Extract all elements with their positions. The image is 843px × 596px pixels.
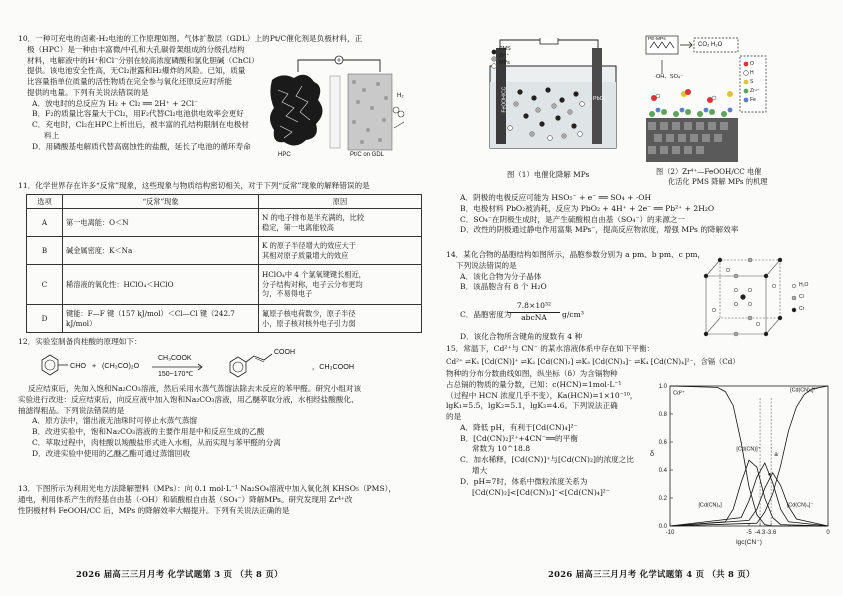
q12-option-d: D．改进实验中使用的乙醚乙酯可通过蒸馏回收: [32, 448, 190, 458]
q14-option-c-prefix: C．晶胞密度为: [460, 310, 512, 319]
q14-line: 14．某化合物的晶胞结构如图所示，晶胞参数分别为 a pm、b pm、c pm，: [446, 250, 705, 259]
table-cell: D: [27, 305, 63, 333]
q12-line: 反应结束后，先加入饱和Na₂CO₃溶液，然后采用水蒸气蒸馏法除去未反应的苯甲醛。研究小组对该: [28, 384, 362, 393]
catalyst-label: CH₃COOK: [158, 355, 192, 362]
q15-option-b: B．[Cd(CN)₂]²⁺+4CN⁻══的平衡: [460, 433, 578, 443]
q10-line: 提供。该电池安全性高，无Cl₂泄露和H₂爆炸的风险。已知，质量: [27, 66, 246, 76]
q14-option-b: B．该晶胞含有 8 个 H₂O: [460, 282, 547, 292]
q12-body: [18, 384, 428, 459]
battery-diagram: [268, 50, 410, 158]
figure-2-caption: [656, 167, 767, 187]
distribution-chart: [646, 380, 834, 548]
series-label: [Cd(CN)]⁺: [736, 446, 761, 453]
series-line: [670, 460, 828, 526]
hpc-label: HPC: [278, 152, 291, 158]
reaction-scheme: [34, 348, 394, 384]
y-tick-label: 1.0: [658, 384, 667, 390]
anhydride-label: (CH₃CO)₂O: [102, 361, 140, 370]
caption-line: 化活化 PMS 降解 MPs 的机理: [668, 177, 768, 187]
battery-figure: [268, 50, 410, 158]
q10-line: 极（HPC）是一种由丰富微/中孔和大孔碳骨架组成的分级孔结构: [27, 44, 245, 54]
h2-label: H₂: [397, 93, 404, 99]
equilibrium-chain: Cd²⁺ ⇌K₁ [Cd(CN)]⁺ ⇌K₂ [Cd(CN)₂] ⇌K₃ [Cd(CN)₃]⁻ ⇌K₄ [Cd(CN)₄]²⁻，含镉（Cd）: [446, 357, 740, 366]
anode-label: PbO₂: [593, 96, 606, 102]
series-line: [670, 463, 828, 526]
table-cell: 稀溶液的氧化性：HClO₄＜HClO: [63, 265, 259, 305]
q10-option-b: B．F₂的质量比容量大于Cl₂，用F₂代替Cl₂电池供电效率会更好: [32, 109, 244, 119]
q13-option-a: A．阴极的电极反应可能为 HSO₅⁻ + e⁻ ══ SO₄ + ·OH: [460, 193, 652, 202]
q13-stem: [18, 484, 428, 516]
y-tick-label: 0.8: [658, 412, 667, 418]
x-axis-label: lgc(CN⁻): [736, 539, 762, 546]
density-numerator: 7.8×10³²: [508, 301, 560, 313]
q15-option-d: D．pH=7时，体系中微粒浓度关系为: [460, 476, 588, 486]
q15-option-d-cont: [Cd(CN)₂]<[Cd(CN)₃]⁻<[Cd(CN)₄]²⁻: [472, 487, 610, 497]
pe-mps-label: PE-MPs: [648, 37, 666, 42]
q10-line: 提供的电量。下列有关说法错误的是: [27, 87, 149, 97]
q15-option-c-cont: 增大: [472, 466, 488, 476]
temperature-label: 150~170℃: [158, 371, 194, 378]
series-label: [Cd(CN)₃]⁻: [786, 502, 814, 509]
q13-line: 通电，利用体系产生的羟基自由基（·OH）和硫酸根自由基（SO₄⁻）降解MPs。研究发现用 Zr⁴⁺改: [18, 494, 353, 504]
q12-option-a: A．原方法中，馏出液无油珠时可停止水蒸气蒸馏: [32, 416, 197, 426]
table-header-row: [27, 195, 422, 209]
cathode-label: FeOOH/CC: [501, 86, 508, 113]
table-cell: 氟原子核电荷数少，原子半径 小，原子核对核外电子引力弱: [259, 305, 422, 333]
legend-fe: Fe: [750, 97, 756, 103]
distribution-chart-svg: [646, 380, 834, 548]
q11-table: [26, 194, 422, 333]
table-row: [27, 209, 422, 237]
q12-line: 抽滤得粗品。下列说法错误的是: [18, 405, 125, 415]
legend-s: S: [750, 79, 754, 85]
q15-line: 的是: [446, 412, 462, 422]
table-row: [27, 237, 422, 265]
q10-option-a: A．放电时的总反应为 H₂ + Cl₂ ══ 2H⁺ + 2Cl⁻: [32, 98, 199, 108]
caption-line: 图（2）Zr⁴⁺—FeOOH/CC 电催: [656, 167, 762, 176]
y-tick-label: 0.4: [658, 468, 667, 474]
q15-line: lgK₁=5.5，lgK₂=5.1，lgK₃=4.6。下列说法正确: [446, 401, 618, 411]
crystal-cell-figure: [696, 250, 814, 342]
q15-line: 占总镉的物质的量分数，已知：c(HCN)=1mol·L⁻¹: [446, 379, 622, 389]
table-cell: N 的电子排布是半充满的，比较 稳定，第一电离能较高: [259, 209, 422, 237]
series-label: [Cd(CN)₂]: [698, 502, 722, 509]
acetic-acid-label: ，CH₃COOH: [312, 362, 355, 371]
table-header: 原因: [259, 195, 422, 209]
q12-option-c: C．萃取过程中，肉桂酸以羧酸盐形式进入水相，从而实现与苯甲醛的分离: [32, 437, 281, 447]
y-tick-label: 0.2: [658, 496, 667, 502]
series-line: [670, 473, 828, 526]
x-tick-label: 0: [826, 530, 830, 536]
y-axis-label: δ: [649, 449, 655, 458]
q14-line: 下列说法错误的是: [456, 260, 517, 270]
q11-stem: 11．化学世界存在许多“反常”现象，这些现象与物质结构密切相关，对于下列“反常”现象的解释错误的是: [18, 181, 370, 190]
q15-option-b-cont: 常数为 10^18.8: [472, 444, 531, 454]
legend-h: H: [750, 70, 754, 76]
table-cell: C: [27, 265, 63, 305]
q15-body: [446, 369, 646, 498]
legend-zr: Zr⁴⁺: [750, 88, 760, 94]
x-tick-label: -10: [665, 530, 675, 536]
q14-option-d: D．该化合物所含键角的度数有 4 种: [460, 332, 583, 341]
q12-line: 实验进行改进：反应结束后，向反应液中加入饱和Na₂CO₃溶液，用乙醚萃取分液，水相经盐酸酸化、: [18, 394, 359, 404]
legend-pms: PMS: [499, 46, 511, 52]
q12-option-b: B．改进实验中，饱和Na₂CO₃溶液的主要作用是中和反应生成的乙酸: [32, 427, 265, 437]
q14: [446, 250, 736, 293]
products-label: CO₂ H₂O: [698, 42, 723, 48]
figure-2: [644, 34, 768, 168]
table-row: [27, 305, 422, 333]
figure-1-caption: 图（1）电催化降解 MPs: [507, 170, 590, 179]
table-header: 选项: [27, 195, 63, 209]
figure-1: [476, 38, 632, 164]
x-tick-label: -4.3: [754, 530, 766, 536]
plus-sign: +: [92, 361, 97, 370]
q10-option-c-cont: 料上: [44, 131, 60, 141]
legend-cl: Cl: [799, 294, 804, 300]
q15-stem: 15．常温下，Cd²⁺与 CN⁻ 的某水溶液体系中存在如下平衡：: [446, 344, 655, 353]
density-denominator: abcNA: [521, 312, 547, 322]
y-tick-label: 0.6: [658, 440, 667, 446]
footer-page-4: 2026 届高三三月月考 化学试题第 4 页 （共 8 页）: [548, 569, 755, 579]
q14-option-a: A．该化合物为分子晶体: [460, 271, 542, 281]
table-cell: A: [27, 209, 63, 237]
q10-line: 材料，电解液中的H⁺和Cl⁻分别在较高浓度磷酸和氯化胆碱（ChCl）: [27, 55, 259, 65]
table-header: “反常”现象: [63, 195, 259, 209]
unit-cell-diagram: [696, 250, 814, 342]
legend-cr: Cr: [799, 306, 805, 312]
q13-option-d: D．改性的阴极通过静电作用富集 MPs⁻，提高反应物浓度，增强 MPs 的降解效率: [460, 225, 739, 235]
table-cell: 第一电离能：O＜N: [63, 209, 259, 237]
ptc-gdl-label: Pt/C on GDL: [350, 152, 385, 158]
x-tick-label: -5: [746, 530, 752, 536]
legend-zr: Zr⁴⁺: [499, 53, 510, 59]
series-label: Cd²⁺: [673, 390, 685, 397]
q10-line: 10．一种可充电的卤素-H₂电池的工作原理如图。气体扩散层（GDL）上的Pt/C催化剂是负极材料，正: [18, 34, 363, 43]
x-tick-label: -3.6: [765, 530, 777, 536]
q15-line: （过程中 HCN 浓度几乎不变），Ka(HCN)=1×10⁻¹⁰，: [446, 390, 638, 400]
q15-option-a: A．降低 pH，有利于[Cd(CN)₄]²⁻: [460, 422, 578, 432]
table-cell: 碱金属密度：K＜Na: [63, 237, 259, 265]
q10-option-d: D．用磷酸基电解质代替高腐蚀性的盐酸，延长了电池的循环寿命: [32, 141, 251, 151]
point-a-marker: [768, 473, 770, 475]
density-fraction: [508, 301, 560, 324]
q13-option-c: C．SO₄⁻在阴极生成时，是产生硫酸根自由基（SO₄⁻）的来源之一: [460, 214, 686, 224]
q12-stem: 12．实验室制备肉桂酸的原理如下：: [18, 337, 142, 346]
legend-h2o: H₂O: [799, 282, 809, 288]
footer-page-3: 2026 届高三三月月考 化学试题第 3 页 （共 8 页）: [76, 569, 283, 579]
legend-mps: MPs: [499, 60, 510, 66]
density-unit: g/cm³: [562, 310, 584, 319]
table-cell: 键能：F—F 键（157 kJ/mol）＜Cl—Cl 键（242.7 kJ/mol）: [63, 305, 259, 333]
radicals-label: ·OH、SO₄⁻: [654, 74, 684, 80]
q13-line: 13．下图所示为利用光电方法降解塑料（MPs）：向 0.1 mol·L⁻¹ Na₂SO₄溶液中加入氧化剂 KHSO₅（PMS），: [18, 484, 397, 493]
table-row: [27, 265, 422, 305]
legend-o: O: [750, 61, 754, 67]
annotation-a: a: [774, 451, 778, 458]
table-cell: HClO₄中 4 个氯氧键键长相近， 分子结构对称，电子云分布更均 匀，不易得电子: [259, 265, 422, 305]
q10-line: 比容量指单位质量的活性物质在完全参与氧化还原反应时所能: [27, 77, 233, 87]
q13-line: 性阴极材料 FeOOH/CC 后，MPs 的降解效率大幅提升。下列有关说法正确的是: [18, 505, 290, 515]
table-cell: K 的原子半径增大的效应大于 其相对原子质量增大的效应: [259, 237, 422, 265]
q13-options: [446, 193, 836, 236]
cooh-label: COOH: [274, 349, 295, 356]
series-label: [Cd(CN)₄]²⁻: [790, 387, 819, 394]
table-cell: B: [27, 237, 63, 265]
cho-label: CHO: [70, 361, 86, 370]
q15-line: 物种的分布分数曲线如图，纵坐标（δ）为含镉物种: [446, 369, 618, 378]
q15-option-c: C．加水稀释，[Cd(CN)]⁺与[Cd(CN)₂]的浓度之比: [460, 455, 634, 465]
q13-option-b: B．电极材料 PbO₂被消耗，反应为 PbO₂ + 4H⁺ + 2e⁻ ══ Pb²⁺ + 2H₂O: [460, 203, 715, 213]
q10-option-c: C．充电时，Cl₂在HPC上析出后，被丰富的孔结构限制在电极材: [32, 120, 249, 130]
y-tick-label: 0.0: [658, 524, 667, 530]
